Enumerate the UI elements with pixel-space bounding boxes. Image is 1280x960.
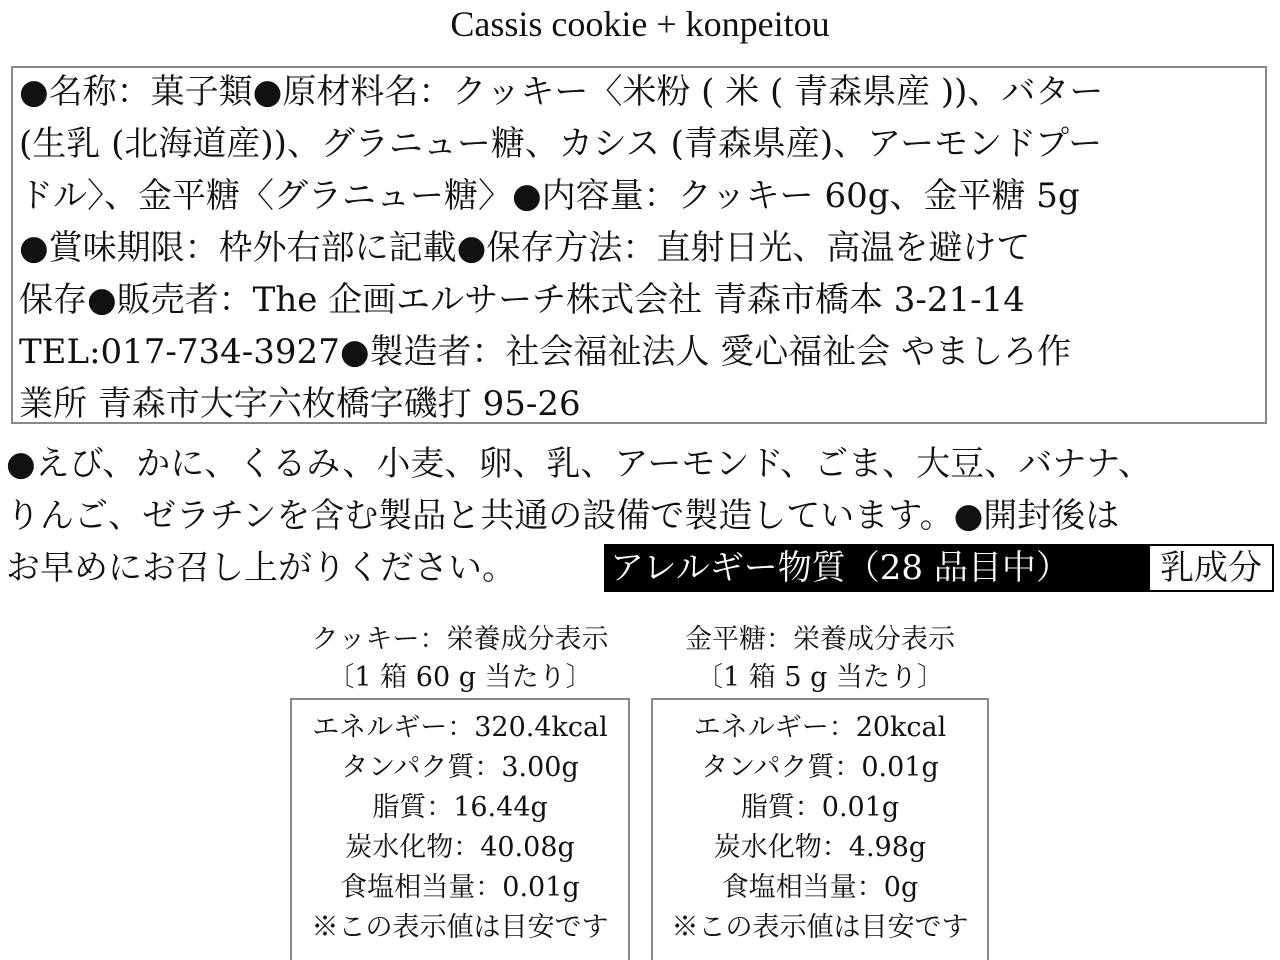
- allergen-heading: アレルギー物質（28 品目中）: [604, 544, 1148, 592]
- cookie-nutrition-basis: 〔1 箱 60 g 当たり〕: [327, 662, 593, 693]
- cookie-nutrition-table: [290, 698, 630, 960]
- konpeito-nutrition-basis: 〔1 箱 5 g 当たり〕: [696, 662, 944, 693]
- allergen-notice-line: りんご、ゼラチンを含む製品と共通の設備で製造しています。●開封後は: [6, 496, 1120, 536]
- label-line: ドル〉、金平糖〈グラニュー糖〉●内容量：クッキー 60g、金平糖 5g: [19, 176, 1080, 216]
- nutrition-row: タンパク質：0.01g: [701, 752, 939, 783]
- cookie-nutrition-title: クッキー：栄養成分表示: [311, 624, 609, 655]
- nutrition-row: 炭水化物：40.08g: [345, 832, 575, 863]
- allergen-notice-line: ●えび、かに、くるみ、小麦、卵、乳、アーモンド、ごま、大豆、バナナ、: [6, 444, 1152, 484]
- nutrition-row: タンパク質：3.00g: [341, 752, 579, 783]
- label-line: ●賞味期限：枠外右部に記載●保存方法：直射日光、高温を避けて: [19, 228, 1031, 268]
- product-title: Cassis cookie + konpeitou: [450, 4, 830, 44]
- nutrition-note: ※この表示値は目安です: [311, 912, 609, 943]
- label-line: 保存●販売者：The 企画エルサーチ株式会社 青森市橋本 3-21-14: [19, 280, 1025, 320]
- konpeito-nutrition-table: [651, 698, 989, 960]
- label-line: TEL:017-734-3927●製造者：社会福祉法人 愛心福祉会 やましろ作: [19, 332, 1072, 372]
- label-line: 業所 青森市大字六枚橋字磯打 95-26: [19, 384, 581, 424]
- nutrition-row: 脂質：0.01g: [740, 792, 900, 823]
- nutrition-row: 炭水化物：4.98g: [713, 832, 927, 863]
- label-line: ●名称：菓子類●原材料名：クッキー〈米粉 ( 米 ( 青森県産 ))、バター: [19, 72, 1104, 112]
- nutrition-note: ※この表示値は目安です: [671, 912, 969, 943]
- nutrition-row: エネルギー：20kcal: [693, 712, 947, 743]
- product-label-box: [11, 66, 1267, 424]
- konpeito-nutrition-title: 金平糖：栄養成分表示: [685, 624, 955, 655]
- nutrition-row: 食塩相当量：0.01g: [340, 872, 580, 903]
- nutrition-row: 脂質：16.44g: [372, 792, 548, 823]
- nutrition-row: 食塩相当量：0g: [721, 872, 919, 903]
- label-line: (生乳 (北海道産))、グラニュー糖、カシス (青森県産)、アーモンドプー: [19, 124, 1103, 164]
- allergen-notice-line: お早めにお召し上がりください。: [6, 548, 516, 588]
- allergen-value: 乳成分: [1148, 544, 1274, 592]
- nutrition-row: エネルギー：320.4kcal: [312, 712, 608, 743]
